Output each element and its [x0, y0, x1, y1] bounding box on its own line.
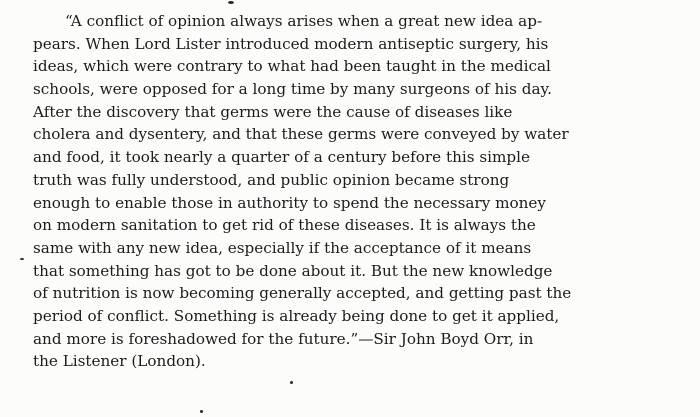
text-line-8: truth was fully understood, and public opinion became strong — [33, 170, 510, 189]
text-line-16: the Listener (London). — [33, 352, 206, 371]
text-line-12: that something has got to be done about it. But the new knowledge — [33, 261, 553, 280]
text-line-4: schools, were opposed for a long time by many surgeons of his day. — [33, 80, 552, 99]
scan-speck-bottom — [290, 381, 293, 384]
text-line-3: ideas, which were contrary to what had been taught in the medical — [33, 57, 551, 76]
text-line-10: on modern sanitation to get rid of these diseases. It is always the — [33, 216, 536, 235]
text-line-13: of nutrition is now becoming generally accepted, and getting past the — [33, 284, 572, 303]
quote-paragraph — [33, 10, 700, 373]
text-line-2: pears. When Lord Lister introduced modern antiseptic surgery, his — [33, 34, 549, 53]
text-line-5: After the discovery that germs were the cause of diseases like — [33, 102, 513, 121]
scan-speck-left — [20, 258, 24, 260]
text-line-1: “A conflict of opinion always arises when a great new idea ap- — [65, 12, 543, 30]
scan-speck-top — [228, 1, 234, 4]
text-line-14: period of conflict. Something is already being done to get it applied, — [33, 306, 560, 325]
text-line-15: and more is foreshadowed for the future.”—Sir John Boyd Orr, in — [33, 329, 534, 348]
text-line-9: enough to enable those in authority to spend the necessary money — [33, 193, 546, 212]
text-line-7: and food, it took nearly a quarter of a century before this simple — [33, 148, 530, 167]
scan-speck-bottom-2 — [200, 410, 203, 413]
text-line-6: cholera and dysentery, and that these germs were conveyed by water — [33, 125, 569, 144]
text-line-11: same with any new idea, especially if the acceptance of it means — [33, 238, 532, 257]
